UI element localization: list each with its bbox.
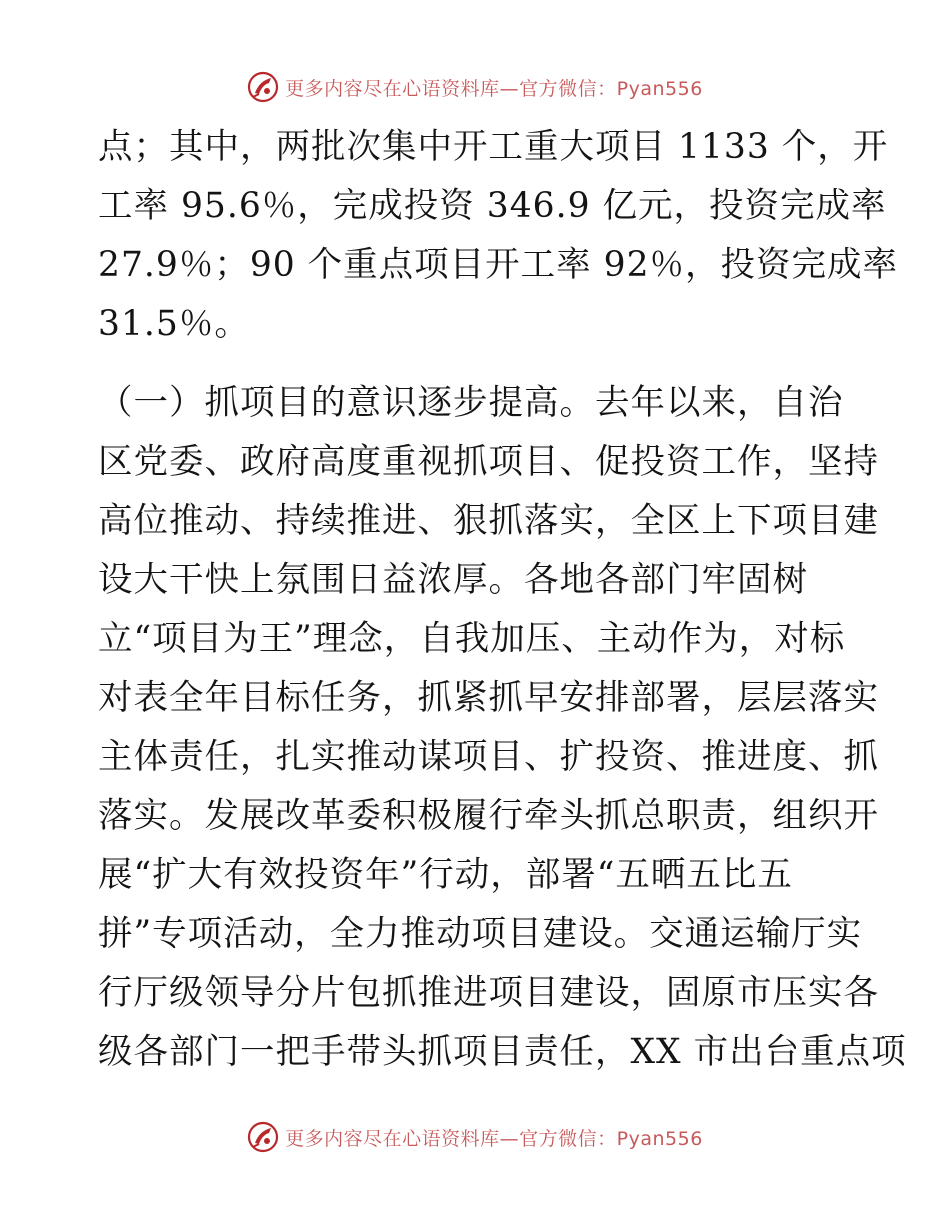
text-line: 高位推动、持续推进、狠抓落实，全区上下项目建 (98, 501, 879, 541)
text-line: 设大干快上氛围日益浓厚。各地各部门牢固树 (98, 560, 808, 600)
text-line: 27.9％；90 个重点项目开工率 92％，投资完成率 (98, 245, 899, 285)
header-banner (0, 71, 950, 103)
text-line: （一）抓项目的意识逐步提高。去年以来，自治 (98, 383, 844, 423)
header-banner-text: 更多内容尽在心语资料库—官方微信：Pyan556 (285, 77, 703, 100)
text-line: 落实。发展改革委积极履行牵头抓总职责，组织开 (98, 796, 879, 836)
text-line: 工率 95.6％，完成投资 346.9 亿元，投资完成率 (98, 186, 887, 226)
document-body (98, 118, 907, 1082)
text-line: 区党委、政府高度重视抓项目、促投资工作，坚持 (98, 442, 879, 482)
text-line: 对表全年目标任务，抓紧抓早安排部署，层层落实 (98, 678, 879, 718)
paragraph-2 (98, 374, 907, 1082)
paragraph-gap (98, 354, 858, 374)
writing-hand-logo-icon (247, 1121, 279, 1153)
text-line: 主体责任，扎实推动谋项目、扩投资、推进度、抓 (98, 737, 879, 777)
text-line: 行厅级领导分片包抓推进项目建设，固原市压实各 (98, 973, 879, 1013)
text-line: 立“项目为王”理念，自我加压、主动作为，对标 (98, 619, 846, 659)
footer-banner-text: 更多内容尽在心语资料库—官方微信：Pyan556 (285, 1127, 703, 1150)
text-line: 拼”专项活动，全力推动项目建设。交通运输厅实 (98, 914, 863, 954)
text-line: 31.5％。 (98, 304, 250, 344)
writing-hand-logo-icon (247, 71, 279, 103)
text-line: 展“扩大有效投资年”行动，部署“五晒五比五 (98, 855, 793, 895)
paragraph-1 (98, 118, 899, 354)
footer-banner (0, 1121, 950, 1153)
text-line: 点；其中，两批次集中开工重大项目 1133 个，开 (98, 127, 889, 167)
text-line: 级各部门一把手带头抓项目责任，XX 市出台重点项 (98, 1032, 907, 1072)
